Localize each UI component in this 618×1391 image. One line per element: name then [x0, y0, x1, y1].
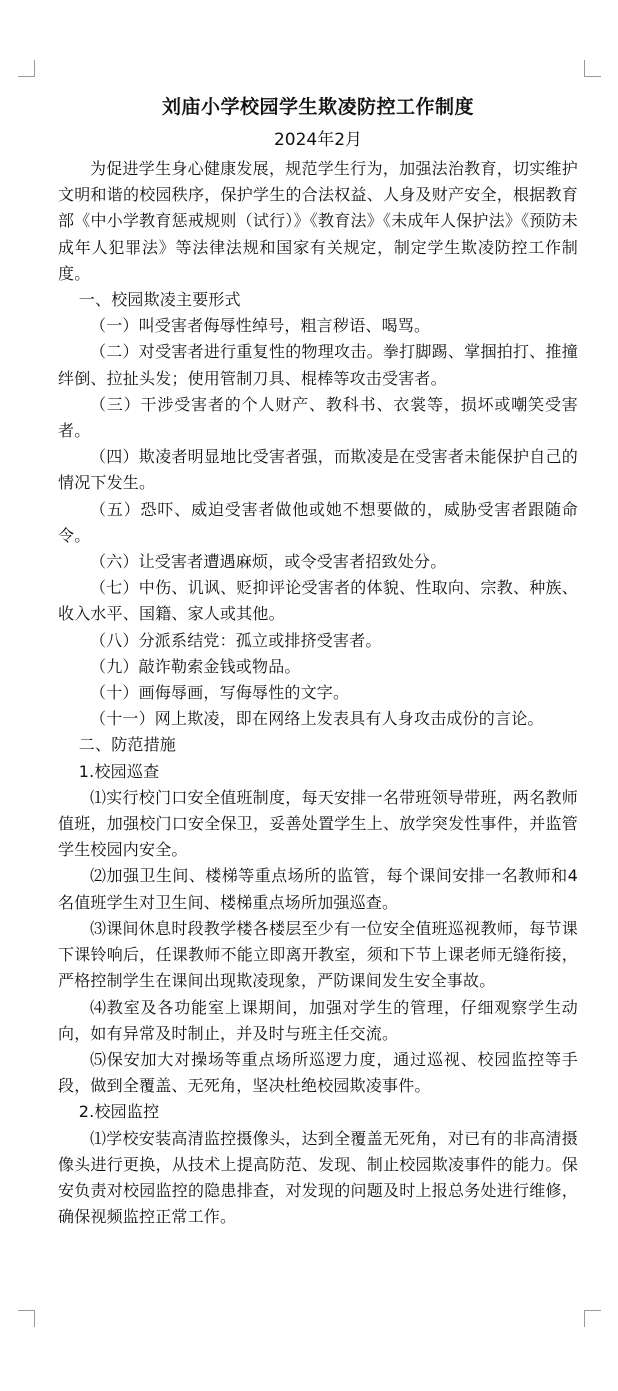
section1-item: （三）干涉受害者的个人财产、教科书、衣裳等，损坏或嘲笑受害者。	[58, 394, 578, 441]
patrol-item: ⑴实行校门口安全值班制度，每天安排一名带班领导带班，两名教师值班，加强校门口安全保卫，妥善处置学生上、放学突发性事件，并监管学生校园内安全。	[58, 787, 578, 860]
page-corner-mark-top-right	[584, 60, 601, 77]
document-title: 刘庙小学校园学生欺凌防控工作制度	[161, 96, 474, 118]
patrol-item: ⑷教室及各功能室上课期间，加强对学生的管理，仔细观察学生动向，如有异常及时制止，并及时与班主任交流。	[58, 997, 578, 1043]
section1-item: （九）敲诈勒索金钱或物品。	[90, 656, 301, 676]
subsection-heading-patrol: 1.校园巡查	[78, 761, 160, 781]
patrol-item: ⑶课间休息时段教学楼各楼层至少有一位安全值班巡视教师，每节课下课铃响后，任课教师不能立即离开教室，须和下节上课老师无缝衔接，严格控制学生在课间出现欺凌现象，严防课间发生安全事故。	[58, 918, 578, 991]
section1-item: （一）叫受害者侮辱性绰号，粗言秽语、喝骂。	[90, 316, 431, 336]
section1-item: （四）欺凌者明显地比受害者强，而欺凌是在受害者未能保护自己的情况下发生。	[58, 447, 578, 493]
section1-item: （六）让受害者遭遇麻烦，或令受害者招致处分。	[90, 552, 447, 572]
page-corner-mark-top-left	[18, 60, 35, 77]
section1-item: （十）画侮辱画，写侮辱性的文字。	[90, 683, 350, 703]
subsection-heading-monitoring: 2.校园监控	[78, 1102, 160, 1122]
intro-paragraph: 为促进学生身心健康发展，规范学生行为，加强法治教育，切实维护文明和谐的校园秩序，保护学生的合法权益、人身及财产安全，根据教育部《中小学教育惩戒规则（试行）》《教育法》《未成年人保护法》《预防未成年人犯罪法》等法律法规和国家有关规定，制定学生欺凌防控工作制度。	[58, 159, 578, 283]
patrol-item: ⑵加强卫生间、楼梯等重点场所的监管，每个课间安排一名教师和4名值班学生对卫生间、楼梯重点场所加强巡查。	[58, 866, 578, 912]
page-corner-mark-bottom-right	[584, 1310, 601, 1327]
patrol-item: ⑸保安加大对操场等重点场所巡逻力度，通过巡视、校园监控等手段，做到全覆盖、无死角，坚决杜绝校园欺凌事件。	[58, 1049, 578, 1096]
section2-heading: 二、防范措施	[78, 735, 176, 755]
section1-item: （五）恐吓、威迫受害者做他或她不想要做的，威胁受害者跟随命令。	[58, 499, 578, 545]
section1-item: （十一）网上欺凌，即在网络上发表具有人身攻击成份的言论。	[90, 709, 544, 729]
document-page	[58, 90, 578, 1230]
document-date: 2024年2月	[273, 130, 363, 150]
section1-item: （七）中伤、讥讽、贬抑评论受害者的体貌、性取向、宗教、种族、收入水平、国籍、家人或其他。	[58, 578, 578, 624]
section1-heading: 一、校园欺凌主要形式	[78, 290, 241, 310]
page-corner-mark-bottom-left	[18, 1310, 35, 1327]
section1-item: （八）分派系结党：孤立或排挤受害者。	[90, 630, 382, 650]
monitoring-item: ⑴学校安装高清监控摄像头，达到全覆盖无死角，对已有的非高清摄像头进行更换，从技术上提高防范、发现、制止校园欺凌事件的能力。保安负责对校园监控的隐患排查，对发现的问题及时上报总务处进行维修，确保视频监控正常工作。	[58, 1128, 578, 1227]
section1-item: （二）对受害者进行重复性的物理攻击。拳打脚踢、掌掴拍打、推撞绊倒、拉扯头发；使用管制刀具、棍棒等攻击受害者。	[58, 342, 578, 388]
